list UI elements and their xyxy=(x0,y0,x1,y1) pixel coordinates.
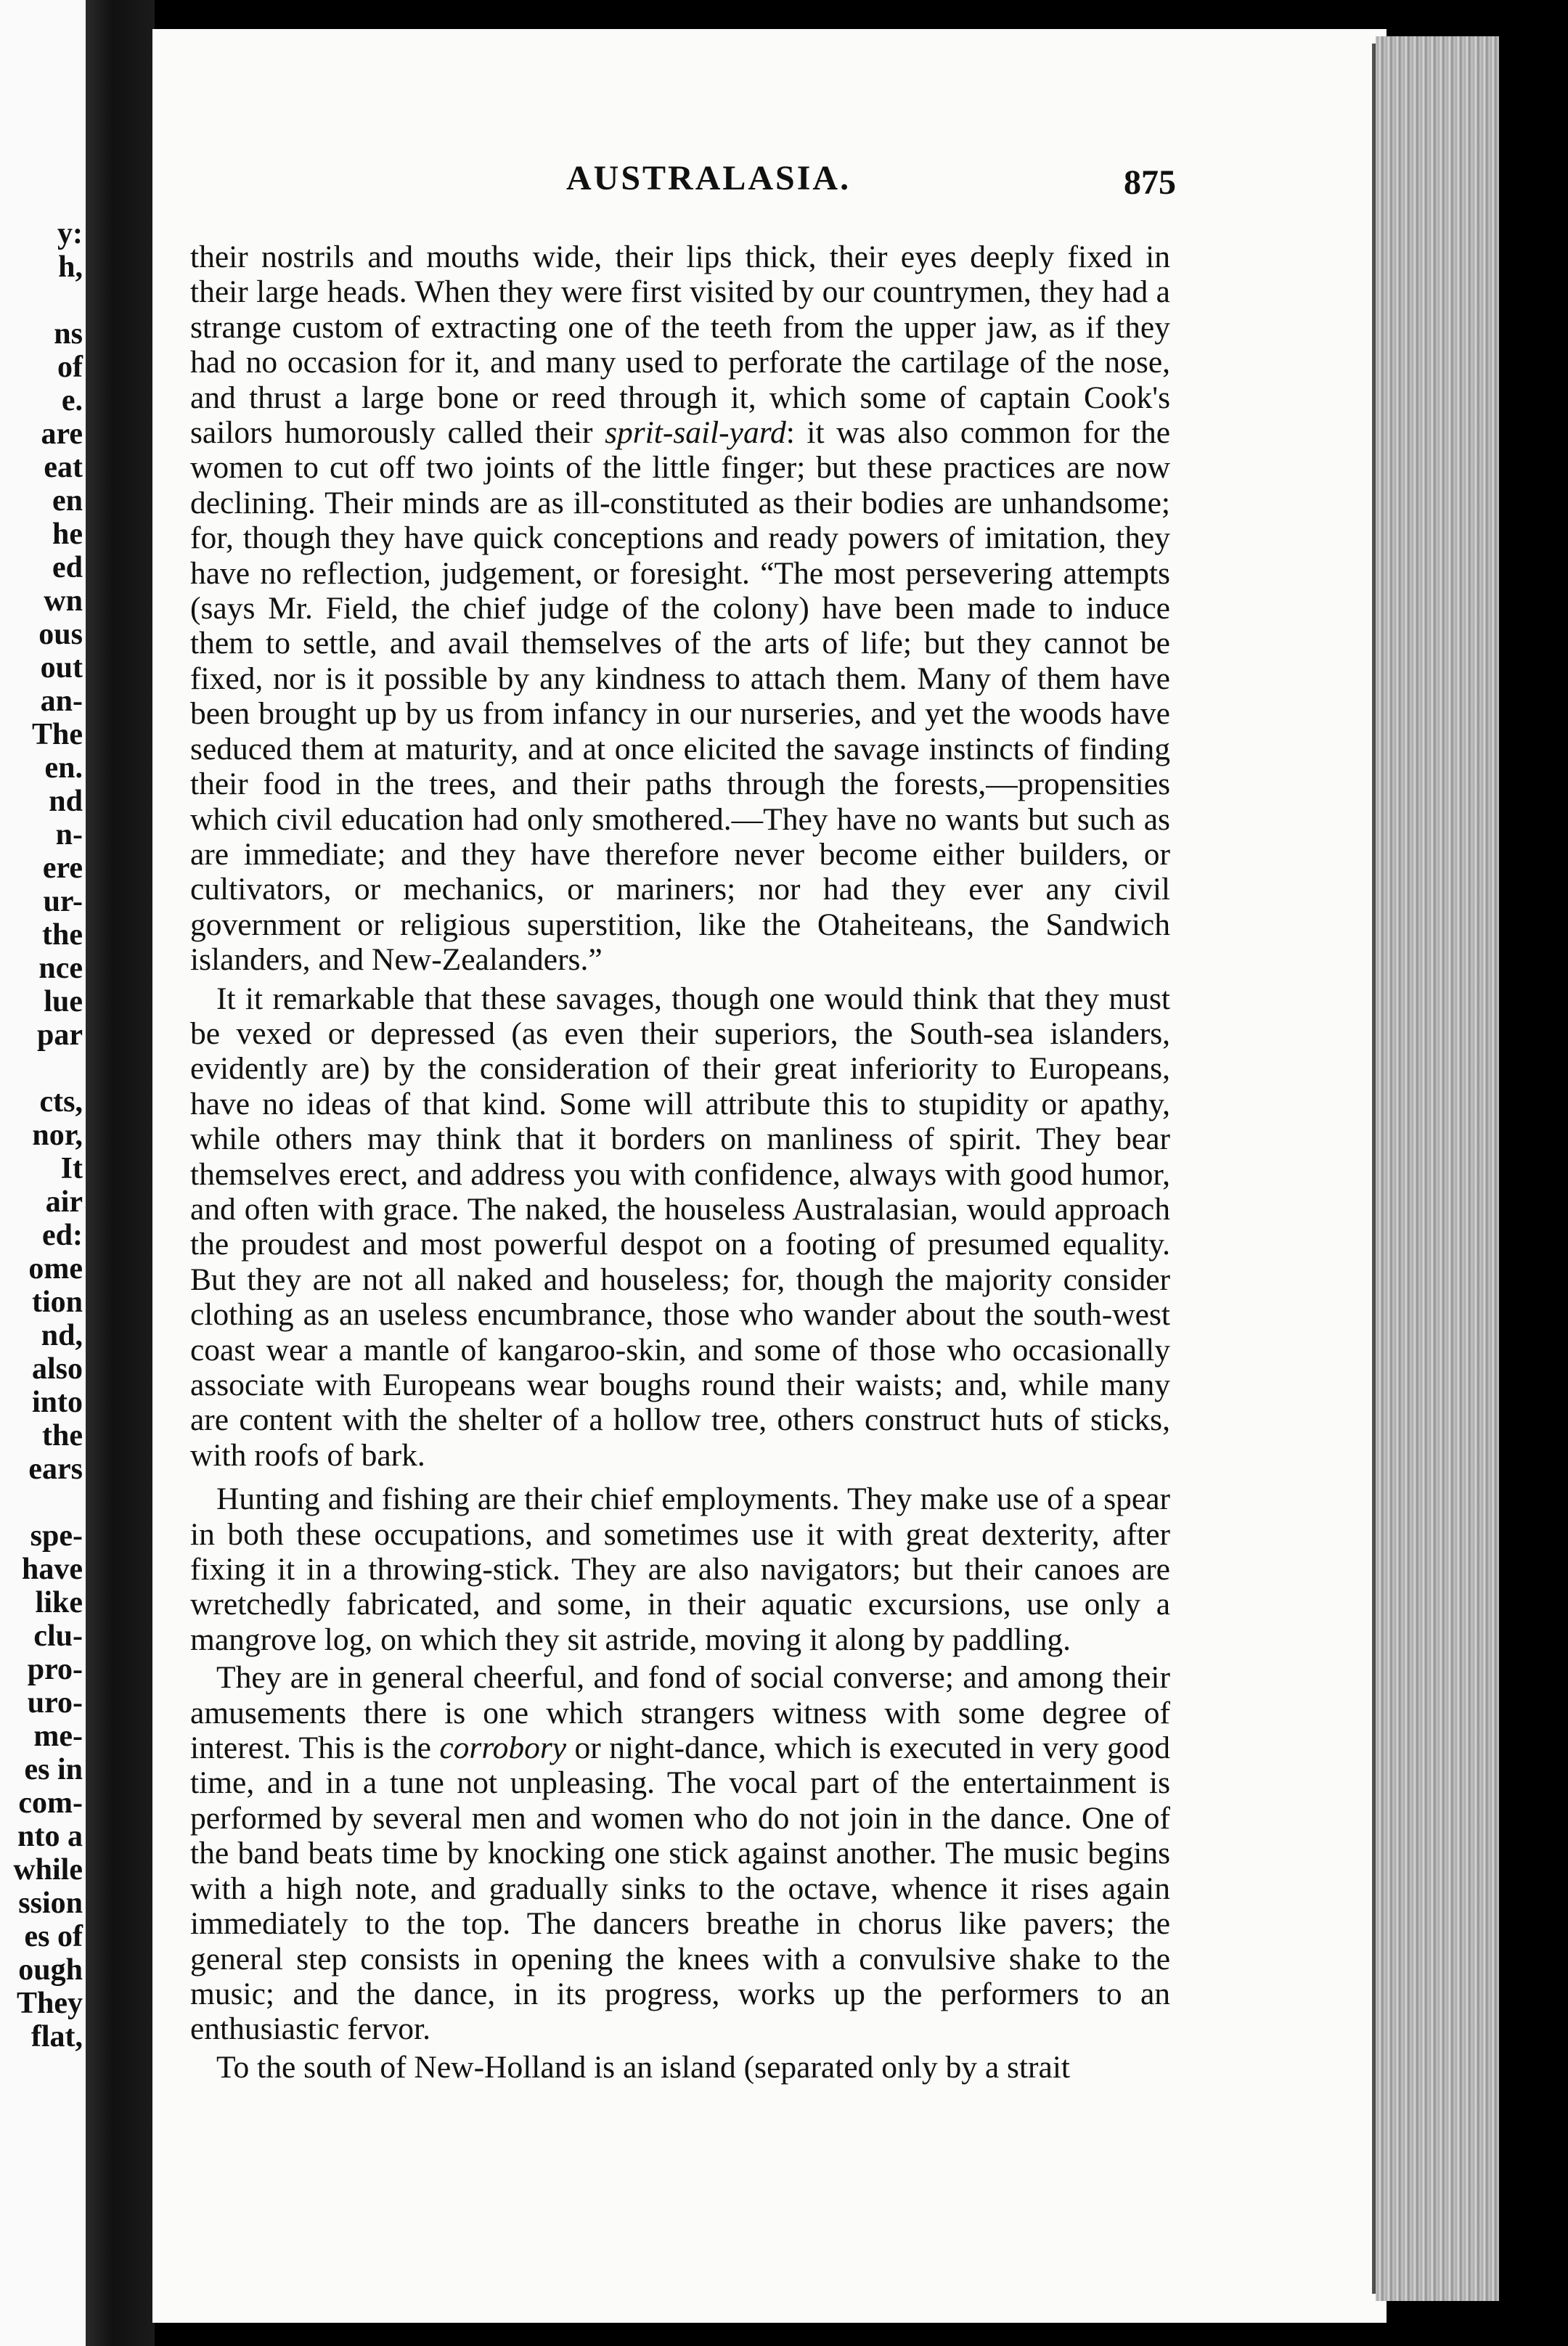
left-page-line-fragment: ed: xyxy=(42,1219,83,1252)
left-page-line-fragment: into xyxy=(31,1386,83,1419)
left-page-line-fragment: ed xyxy=(52,551,83,584)
left-page-line-fragment: ns xyxy=(54,317,83,351)
left-page-line-fragment: ur- xyxy=(43,885,83,918)
left-page-line-fragment: e. xyxy=(61,384,83,417)
left-page-line-fragment: pro- xyxy=(27,1653,83,1686)
paragraph-text: To the south of New-Holland is an island (separated only by a strait xyxy=(216,2049,1071,2085)
left-page-line-fragment: spe- xyxy=(30,1519,83,1553)
left-page-line-fragment: lue xyxy=(44,985,83,1018)
running-head: AUSTRALASIA. xyxy=(566,159,852,197)
left-page-line-fragment: like xyxy=(35,1586,83,1619)
left-page-line-fragment: h, xyxy=(58,250,83,284)
left-page-line-fragment: y: xyxy=(57,217,83,250)
left-page-line-fragment: while xyxy=(13,1853,83,1887)
left-page-line-fragment: me- xyxy=(33,1720,83,1753)
paragraph-text: Hunting and fishing are their chief employments. They make use of a spear in both these occupations, and sometimes use it with great dexterity, after fixing it in a throwing-stick. They are also navigators; but their canoes are wretchedly fabricated, and some, in their aquatic excursions, use only a mangrove log, on which they sit astride, moving it along by paddling. xyxy=(190,1481,1170,1657)
book-gutter xyxy=(86,0,155,2346)
italic-term: sprit-sail-yard xyxy=(605,415,786,451)
paragraph xyxy=(190,981,1170,1474)
left-page-line-fragment: par xyxy=(37,1018,83,1052)
left-page-line-fragment: ears xyxy=(28,1452,83,1486)
left-page-line-fragment: of xyxy=(57,351,83,384)
paragraph xyxy=(190,2050,1170,2085)
paragraph-text: They are in general cheerful, and fond of social converse; and among their amusements there is one which strangers witness with some degree of interest. This is the xyxy=(190,1660,1170,1766)
left-page-line-fragment: clu- xyxy=(33,1619,83,1653)
left-page-line-fragment: en. xyxy=(44,751,83,785)
left-page-line-fragment: ough xyxy=(18,1953,83,1987)
left-page-line-fragment: uro- xyxy=(27,1686,83,1720)
left-page-line-fragment: ere xyxy=(42,851,83,885)
left-page-line-fragment: tion xyxy=(31,1286,83,1319)
left-page-line-fragment: air xyxy=(45,1185,83,1219)
left-page-line-fragment: are xyxy=(41,417,83,451)
left-page-line-fragment: ssion xyxy=(18,1887,83,1920)
left-page-line-fragment: es in xyxy=(24,1753,83,1786)
left-page-line-fragment: the xyxy=(42,918,83,952)
left-page-line-fragment: an- xyxy=(40,684,83,718)
left-page-line-fragment: They xyxy=(16,1987,83,2020)
left-page-line-fragment: ome xyxy=(28,1252,83,1286)
left-page-line-fragment: flat, xyxy=(30,2020,83,2053)
left-page-line-fragment: en xyxy=(52,484,83,518)
paragraph-text: their nostrils and mouths wide, their lips thick, their eyes deeply fixed in their large heads. When they were first visited by our countrymen, they had a strange custom of extracting one of the teeth from the upper jaw, as if they had no occasion for it, and many used to perforate the cartilage of the nose, and thrust a large bone or reed through it, which some of captain Cook's sailors humorously called their xyxy=(190,240,1170,451)
left-page-line-fragment: eat xyxy=(44,451,83,484)
left-page-line-fragment: wn xyxy=(44,584,83,618)
left-page-line-fragment: the xyxy=(42,1419,83,1452)
italic-term: corrobory xyxy=(439,1730,567,1766)
left-page-line-fragment: The xyxy=(31,718,83,751)
page-edges xyxy=(1376,36,1499,2301)
left-page-line-fragment: n- xyxy=(55,818,83,851)
left-page-line-fragment: It xyxy=(60,1152,83,1185)
left-page-fragment xyxy=(0,0,86,2346)
left-page-line-fragment: also xyxy=(31,1352,83,1386)
left-page-line-fragment: es of xyxy=(24,1920,83,1953)
paragraph-text: or night-dance, which is executed in very good time, and in a tune not unpleasing. The vocal part of the entertainment is performed by several men and women who do not join in the dance. One of the band beats time by knocking one stick against another. The music begins with a high note, and gradually sinks to the octave, whence it rises again immediately to the top. The dancers breathe in chorus like pavers; the general step consists in opening the knees with a convulsive shake to the music; and the dance, in its progress, works up the performers to an enthusiastic fervor. xyxy=(190,1730,1170,2047)
left-page-line-fragment: nor, xyxy=(32,1119,83,1152)
left-page-line-fragment: nce xyxy=(38,952,83,985)
left-page-line-fragment: have xyxy=(22,1553,83,1586)
page-number: 875 xyxy=(1124,163,1176,202)
left-page-line-fragment: ous xyxy=(38,618,83,651)
left-page-line-fragment: nd, xyxy=(41,1319,83,1352)
left-page-line-fragment: he xyxy=(52,518,83,551)
paragraph xyxy=(190,1481,1170,1657)
left-page-line-fragment: com- xyxy=(18,1786,83,1820)
paragraph xyxy=(190,240,1170,978)
paragraph-text: It it remarkable that these savages, though one would think that they must be vexed or depressed (as even their superiors, the South-sea islanders, evidently are) by the consideration of their great inferiority to Europeans, have no ideas of that kind. Some will attribute this to stupidity or apathy, while others may think that it borders on manliness of spirit. They bear themselves erect, and address you with confidence, always with good humor, and often with grace. The naked, the houseless Australasian, would approach the proudest and most powerful despot on a footing of presumed equality. But they are not all naked and houseless; for, though the majority consider clothing as an useless encumbrance, those who wander about the south-west coast wear a mantle of kangaroo-skin, and some of those who occasionally associate with Europeans wear boughs round their waists; and, while many are content with the shelter of a hollow tree, others construct huts of sticks, with roofs of bark. xyxy=(190,981,1170,1473)
left-page-line-fragment: nd xyxy=(49,785,83,818)
left-page-line-fragment: cts, xyxy=(39,1085,83,1119)
paragraph xyxy=(190,1660,1170,2046)
paragraph-text: : it was also common for the women to cut off two joints of the little finger; but these practices are now declining. Their minds are as ill-constituted as their bodies are unhandsome; for, though they have quick conceptions and ready powers of imitation, they have no reflection, judgement, or foresight. “The most persevering attempts (says Mr. Field, the chief judge of the colony) have been made to induce them to settle, and avail themselves of the arts of life; but they cannot be fixed, nor is it possible by any kindness to attach them. Many of them have been brought up by us from infancy in our nurseries, and yet the woods have seduced them at maturity, and at once elicited the savage instincts of finding their food in the trees, and their paths through the forests,—propensities which civil education had only smothered.—They have no wants but such as are immediate; and they have therefore never become either builders, or cultivators, or mechanics, or mariners; nor had they ever any civil government or religious superstition, like the Otaheiteans, the Sandwich islanders, and New-Zealanders.” xyxy=(190,415,1171,978)
body-text xyxy=(190,240,1170,2085)
left-page-line-fragment: out xyxy=(40,651,83,684)
page-header xyxy=(196,158,1176,209)
left-page-line-fragment: nto a xyxy=(17,1820,83,1853)
